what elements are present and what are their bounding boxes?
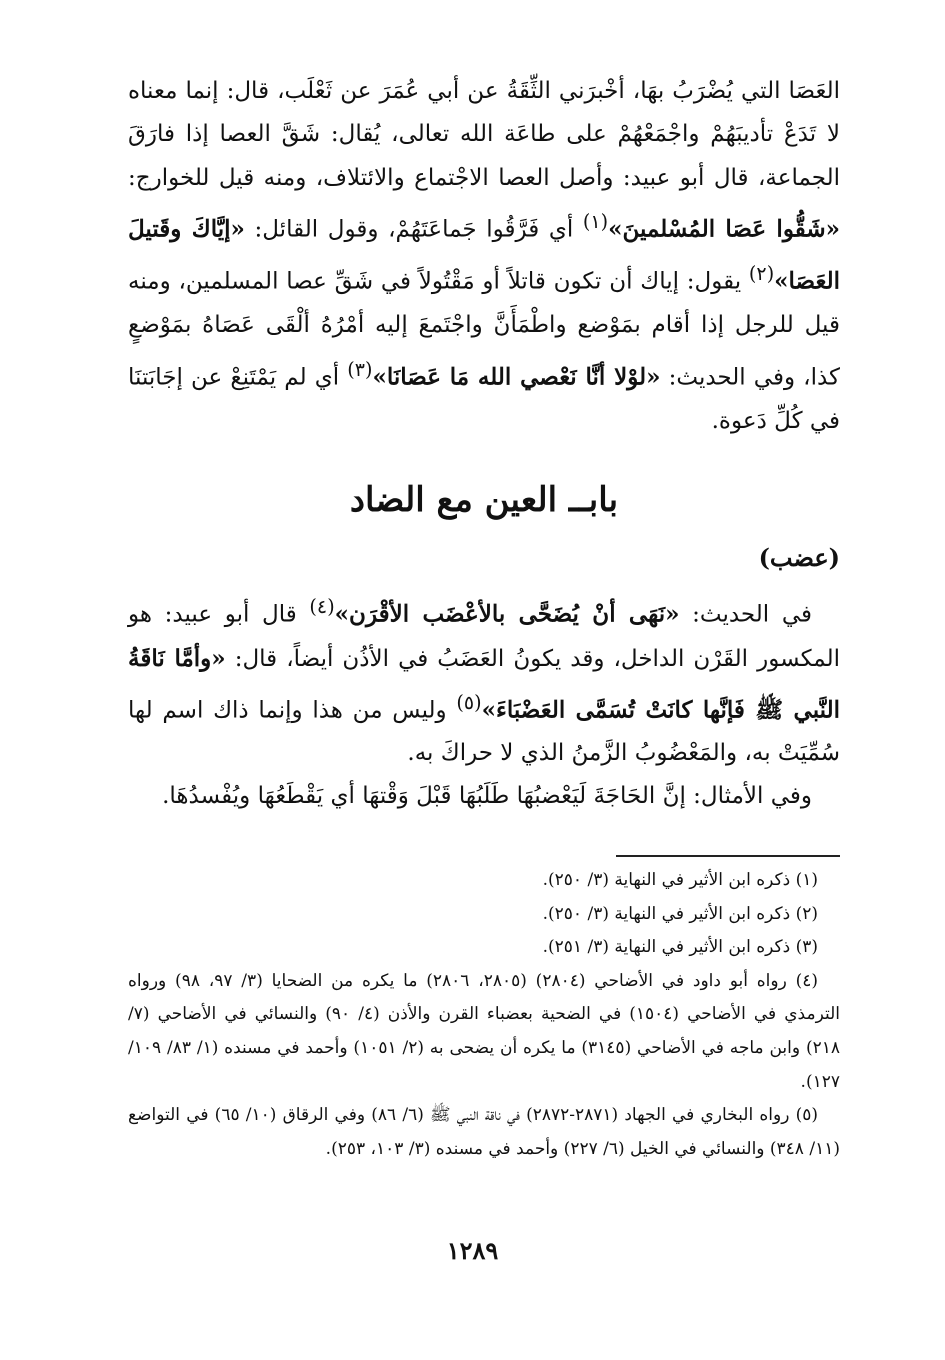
section-heading: بابــ العين مع الضاد bbox=[349, 480, 619, 520]
quoted-hadith: «لوْلا أنَّا نَعْصي الله مَا عَصَانَا» bbox=[372, 363, 661, 391]
entry-paragraph: وفي الأمثال: إنَّ الحَاجَةَ لَيَعْضبُهَا طَلَبُهَا قَبْلَ وَقْتهَا أي يَقْطَعُهَا ويُفْسدُهَا. bbox=[162, 783, 812, 810]
entry-text-segment: في الحديث: bbox=[679, 601, 812, 628]
footnote: (١) ذكره ابن الأثير في النهاية (٣/ ٢٥٠). bbox=[542, 870, 818, 890]
body-text-segment: يقول: إياك أن تكون قاتلاً أو مَقْتُولاً في شَقِّ عصا المسلمين، ومنه قيل للرجل إذا أقام بمَوْضع واطْمَأَنَّ واجْتَمعَ إليه أمْرُهُ ألْقَى عَصَاهُ بمَوْضعٍ كذا، وفي الحديث: bbox=[128, 268, 841, 391]
entry-text-segment: وليس من هذا وإنما ذاك اسم لها سُمِّيَتْ به، والمَعْضُوبُ الزَّمنُ الذي لا حراكَ به. bbox=[128, 697, 840, 767]
footnote: (٤) رواه أبو داود في الأضاحي (٢٨٠٤) (٢٨٠٥، ٢٨٠٦) ما يكره من الضحايا (٣/ ٩٧، ٩٨) ورواه الترمذي في الأضاحي (١٥٠٤) في الضحية بعضباء القرن والأذن (٤/ ٩٠) والنسائي في الأضاحي (٧/ ٢١٨) وابن ماجه في الأضاحي (٣١٤٥) ما يكره أن يضحى به (٢/ ١٠٥١) وأحمد في مسنده (١/ ٨٣/ ١٠٩/ ١٢٧). bbox=[128, 970, 840, 1092]
entry-text-segment: قال أبو عبيد: هو المكسور القَرْن الداخل، وقد يكونُ العَضَبُ في الأذُن أيضاً، قال: bbox=[128, 601, 840, 672]
page-number: ١٢٨٩ bbox=[446, 1236, 499, 1265]
entry-body bbox=[128, 585, 840, 818]
footnotes bbox=[128, 864, 840, 1166]
footnote: (٣) ذكره ابن الأثير في النهاية (٣/ ٢٥١). bbox=[542, 937, 818, 958]
footnote-ref: (٢) bbox=[748, 262, 775, 286]
quoted-hadith: «وأمَّا نَاقَةُ النَّبي ﷺ فَإنَّها كانَتْ تُسَمَّى العَضْبَاءَ» bbox=[128, 644, 840, 724]
quoted-hadith: «شَقُّوا عَصَا المُسْلمينَ» bbox=[608, 215, 840, 243]
footnote-ref: (٣) bbox=[347, 357, 373, 381]
body-text-segment: أي لم يَمْتَنِعْ عن إجَابَتنَا في كُلِّ دَعوة. bbox=[128, 364, 840, 434]
entry-paragraph bbox=[128, 585, 840, 775]
footnote-ref: (٥) bbox=[456, 690, 482, 714]
footnote-separator bbox=[616, 855, 840, 857]
body-text-segment: أي فَرَّقُوا جَماعَتَهُمْ، وقول القائل: bbox=[244, 216, 583, 243]
body-paragraph bbox=[128, 70, 840, 443]
entry-headword: (عضب) bbox=[758, 543, 840, 572]
footnote: (٥) رواه البخاري في الجهاد (٢٨٧١-٢٨٧٢) في ناقة النبي ﷺ (٦/ ٨٦) وفي الرقاق (١٠/ ٦٥) في التواضع (١١/ ٣٤٨) والنسائي في الخيل (٦/ ٢٢٧) وأحمد في مسنده (٣/ ١٠٣، ٢٥٣). bbox=[128, 1105, 840, 1159]
footnote: (٢) ذكره ابن الأثير في النهاية (٣/ ٢٥٠). bbox=[542, 903, 818, 924]
body-text-segment: العَصَا التي يُضْرَبُ بهَا، أخْبرَني الثِّقَةُ عن أبي عُمَرَ عن ثَعْلَب، قال: إنما معناه لا تَدَعْ تأديبَهُمْ واجْمَعْهُمْ على طاعَة الله تعالى، يُقال: شَقَّ العصا إذا فارَقَ الجماعة، قال أبو عبيد: وأصل العصا الاجْتماع والائتلاف، ومنه قيل للخوارج: bbox=[128, 78, 840, 191]
quoted-hadith: «نَهَى أنْ يُضَحَّى بالأعْضَب الأقْرَن» bbox=[334, 600, 680, 628]
footnote-ref: (١) bbox=[582, 210, 609, 234]
quoted-saying: «إيَّاكَ وقَتيلَ العَصَا» bbox=[128, 215, 840, 295]
footnote-ref: (٤) bbox=[309, 595, 335, 618]
